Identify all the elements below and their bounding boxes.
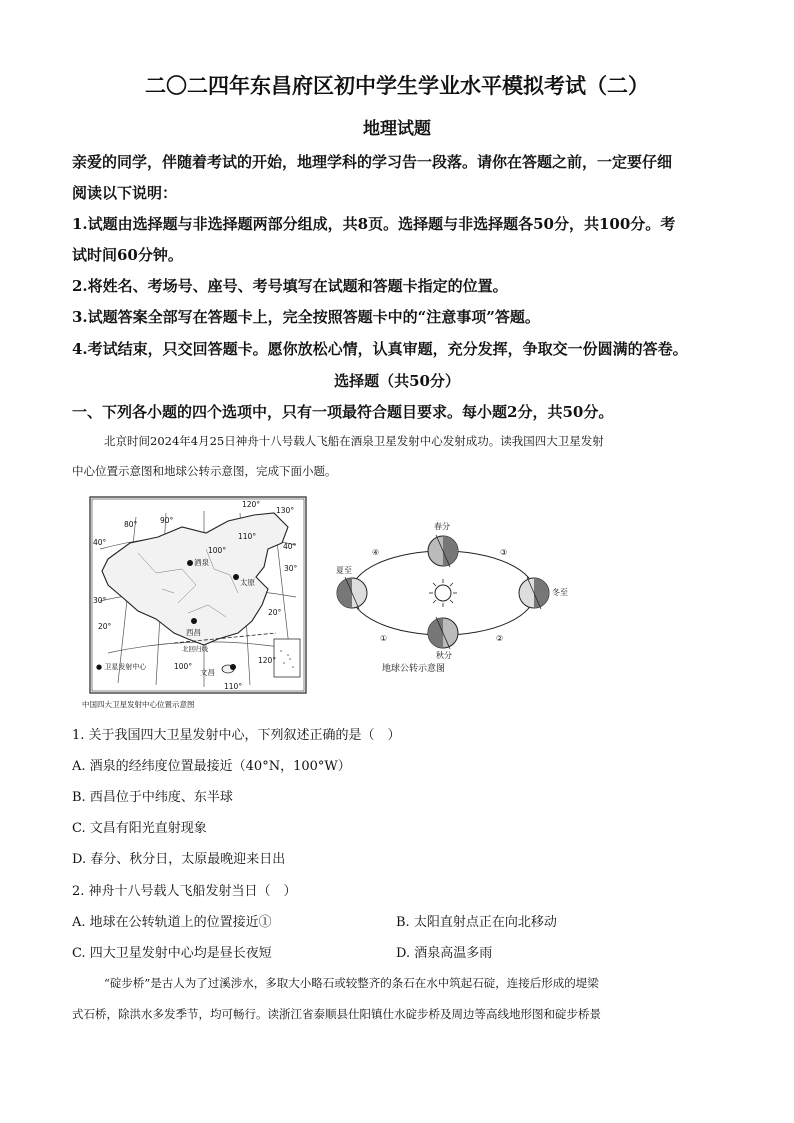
intro-line: 阅读以下说明： <box>72 184 178 202</box>
rule-line: 1.试题由选择题与非选择题两部分组成，共8页。选择题与非选择题各50分，共100分。考 <box>72 215 676 233</box>
map-label: 80° <box>124 520 138 529</box>
earth-spring <box>428 535 458 567</box>
map-label: 130° <box>276 506 295 515</box>
material-text: 中心位置示意图和地球公转示意图，完成下面小题。 <box>72 464 337 478</box>
jiuquan-dot <box>187 560 193 566</box>
option-d: D. 酒泉高温多雨 <box>396 946 493 961</box>
map-label: 40° <box>283 542 297 551</box>
earth-winter <box>519 577 549 609</box>
option-c: C. 四大卫星发射中心均是昼长夜短 <box>72 946 272 961</box>
page-subtitle: 地理试题 <box>363 119 431 139</box>
map-label: 90° <box>160 516 174 525</box>
map-label: 西昌 <box>186 628 201 637</box>
option-a: A. 酒泉的经纬度位置最接近（40°N，100°W） <box>72 759 351 774</box>
map-label: 20° <box>98 622 112 631</box>
map-label: 30° <box>284 564 298 573</box>
map-label: 110° <box>224 682 243 691</box>
orbit-label: 夏至 <box>336 566 352 575</box>
option-b: B. 西昌位于中纬度、东半球 <box>72 790 233 805</box>
taiyuan-dot <box>233 574 239 580</box>
earth-summer <box>337 577 367 609</box>
map-label: 100° <box>208 546 227 555</box>
sun-icon <box>429 579 457 607</box>
option-b: B. 太阳直射点正在向北移动 <box>396 915 557 930</box>
material-text: 式石桥，除洪水多发季节，均可畅行。读浙江省泰顺县仕阳镇仕水碇步桥及周边等高线地形图和碇步桥景 <box>72 1007 601 1021</box>
rule-line: 试时间60分钟。 <box>72 246 183 264</box>
section-heading: 选择题（共50分） <box>334 372 460 390</box>
earth-autumn <box>428 617 458 649</box>
option-d: D. 春分、秋分日，太原最晚迎来日出 <box>72 852 286 867</box>
orbit-caption: 地球公转示意图 <box>382 664 446 674</box>
map-label: 110° <box>238 532 257 541</box>
wenchang-dot <box>230 664 236 670</box>
map-legend: ● 卫星发射中心 <box>96 663 147 671</box>
orbit-marker: ③ <box>500 548 508 557</box>
orbit-marker: ② <box>496 634 504 643</box>
rule-line: 3.试题答案全部写在答题卡上，完全按照答题卡中的“注意事项”答题。 <box>72 308 540 326</box>
orbit-label: 春分 <box>434 522 450 531</box>
option-c: C. 文昌有阳光直射现象 <box>72 821 207 836</box>
question-stem: 2. 神舟十八号载人飞船发射当日（ ） <box>72 884 297 899</box>
material-text: “碇步桥”是古人为了过溪涉水，多取大小略石或较整齐的条石在水中筑起石碇，连接后形成的堤梁 <box>104 976 599 990</box>
part-heading: 一、下列各小题的四个选项中，只有一项最符合题目要求。每小题2分，共50分。 <box>72 403 614 421</box>
orbit-marker: ④ <box>372 548 380 557</box>
orbit-marker: ① <box>380 634 388 643</box>
orbit-label: 冬至 <box>552 588 568 597</box>
orbit-label: 秋分 <box>436 651 452 660</box>
earth-revolution-diagram <box>332 513 594 675</box>
map-label: 北回归线 <box>182 645 208 653</box>
map-label: 40° <box>93 538 107 547</box>
map-label: 100° <box>174 662 193 671</box>
rule-line: 4.考试结束，只交回答题卡。愿你放松心情，认真审题，充分发挥，争取交一份圆满的答卷。 <box>72 340 688 358</box>
map-label: 太原 <box>240 578 255 587</box>
material-text: 北京时间2024年4月25日神舟十八号载人飞船在酒泉卫星发射中心发射成功。读我国四大卫星发射 <box>104 434 604 448</box>
question-stem: 1. 关于我国四大卫星发射中心，下列叙述正确的是（ ） <box>72 728 401 743</box>
china-launch-center-map <box>78 493 312 713</box>
option-a: A. 地球在公转轨道上的位置接近① <box>72 915 272 930</box>
map-label: 20° <box>268 608 282 617</box>
xichang-dot <box>191 618 197 624</box>
map-label: 文昌 <box>200 668 215 677</box>
map-label: 120° <box>242 500 261 509</box>
map-label: 30° <box>93 596 107 605</box>
intro-line: 亲爱的同学，伴随着考试的开始，地理学科的学习告一段落。请你在答题之前，一定要仔细 <box>72 153 673 171</box>
map-label: 酒泉 <box>194 558 209 567</box>
rule-line: 2.将姓名、考场号、座号、考号填写在试题和答题卡指定的位置。 <box>72 277 508 295</box>
page-title: 二〇二四年东昌府区初中学生学业水平模拟考试（二） <box>145 73 649 98</box>
map-caption: 中国四大卫星发射中心位置示意图 <box>82 700 195 709</box>
map-label: 120° <box>258 656 277 665</box>
